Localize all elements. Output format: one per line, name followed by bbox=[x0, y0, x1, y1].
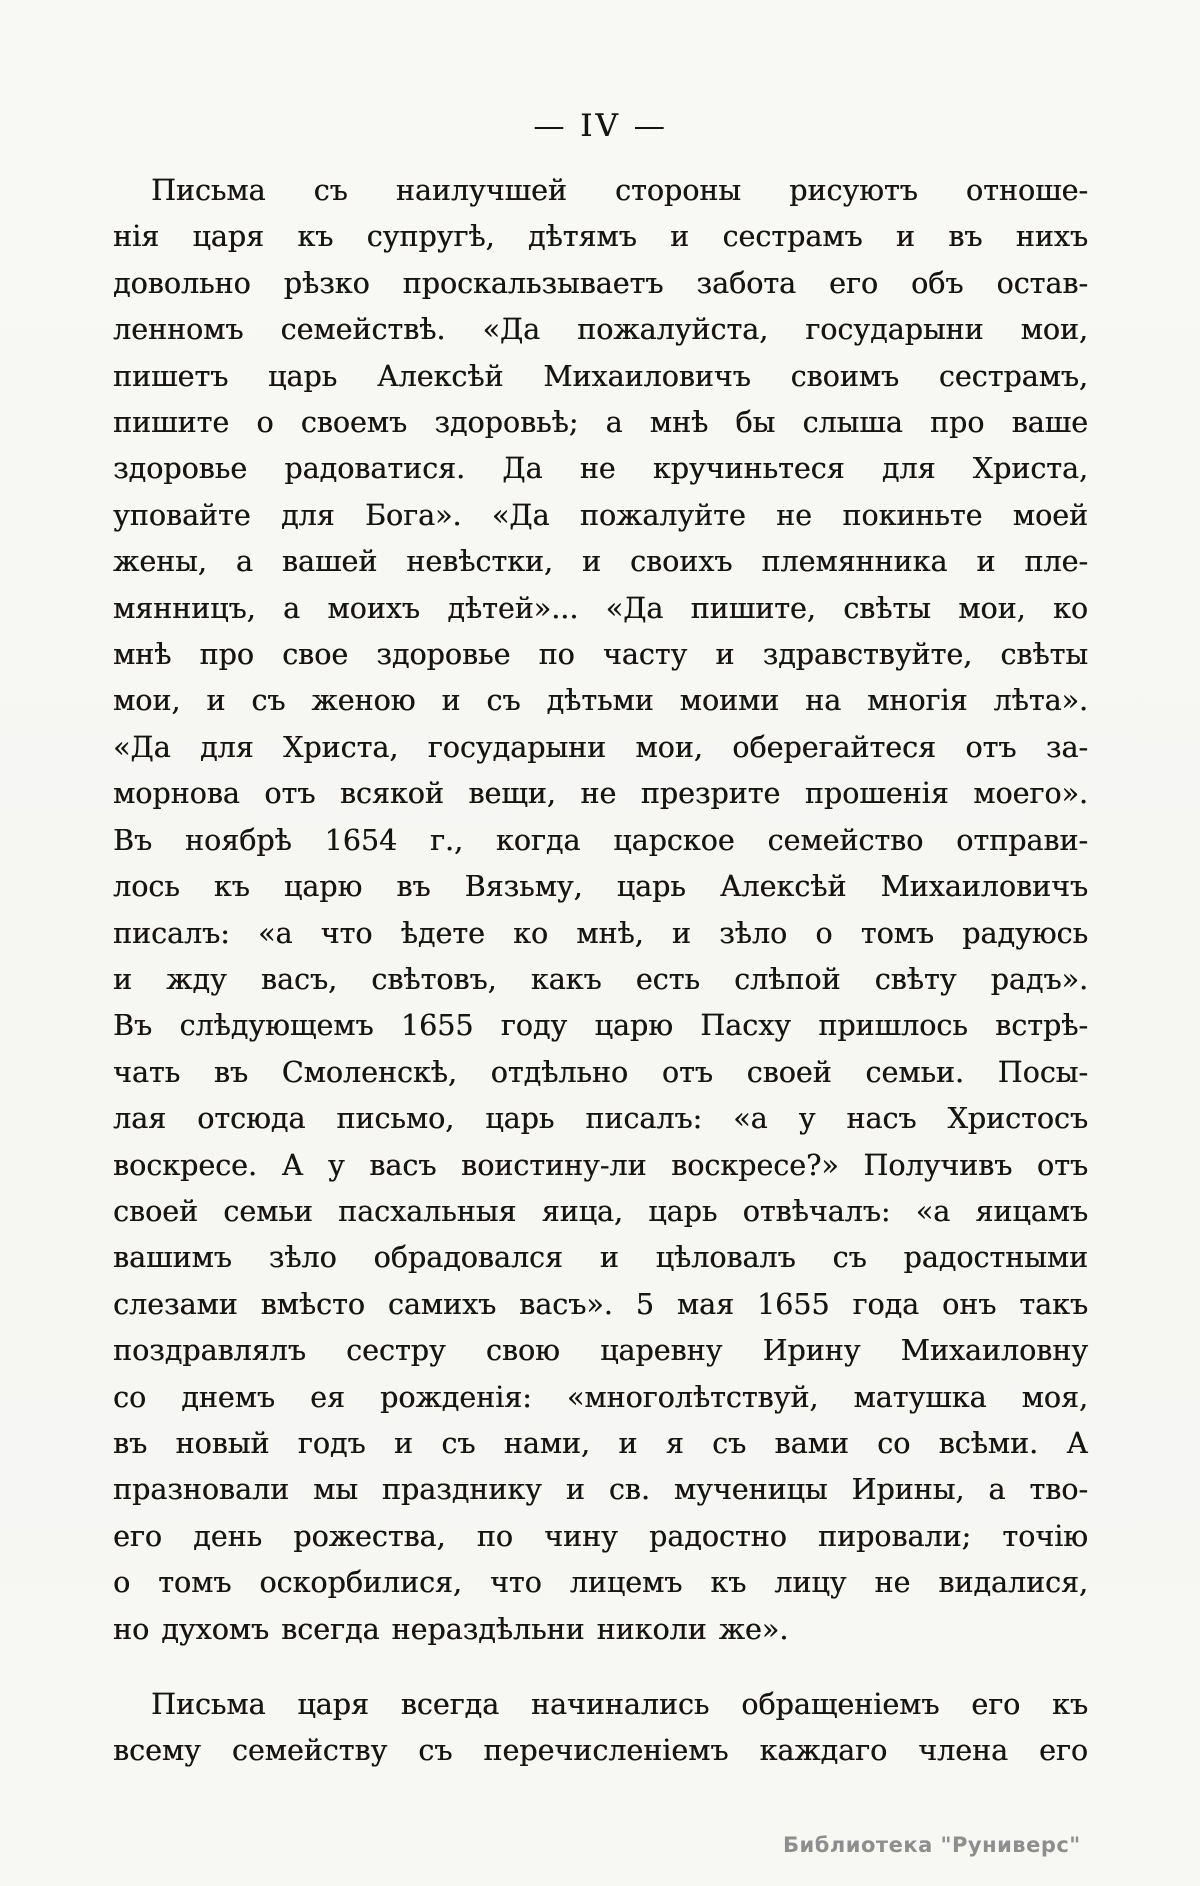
text-line: писалъ: «а что ѣдете ко мнѣ, и зѣло о томъ радуюсь bbox=[113, 916, 1088, 950]
text-line: пишетъ царь Алексѣй Михаиловичъ своимъ сестрамъ, bbox=[113, 359, 1088, 393]
text-line: жены, а вашей невѣстки, и своихъ племянника и пле- bbox=[113, 545, 1088, 579]
text-line: уповайте для Бога». «Да пожалуйте не покиньте моей bbox=[113, 498, 1088, 532]
text-line: вашимъ зѣло обрадовался и цѣловалъ съ радостными bbox=[113, 1241, 1088, 1275]
text-line: довольно рѣзко проскальзываетъ забота его объ остав- bbox=[113, 266, 1088, 300]
text-line: нія царя къ супругѣ, дѣтямъ и сестрамъ и въ нихъ bbox=[113, 220, 1088, 254]
text-line: его день рожества, по чину радостно пировали; точію bbox=[113, 1519, 1088, 1553]
text-line: лось къ царю въ Вязьму, царь Алексѣй Михаиловичъ bbox=[113, 870, 1088, 904]
text-line: но духомъ всегда нераздѣльни николи же». bbox=[113, 1612, 789, 1646]
text-line: морнова отъ всякой вещи, не презрите прошенія моего». bbox=[113, 777, 1088, 811]
text-line: всему семейству съ перечисленіемъ каждаго члена его bbox=[113, 1734, 1088, 1768]
text-line: Письма съ наилучшей стороны рисуютъ отноше- bbox=[151, 174, 1088, 207]
text-line: своей семьи пасхальныя яица, царь отвѣчалъ: «а яицамъ bbox=[113, 1194, 1088, 1228]
text-line: Письма царя всегда начинались обращеніемъ его къ bbox=[151, 1688, 1088, 1721]
library-watermark: Библиотека "Руниверс" bbox=[783, 1833, 1081, 1857]
page-number-heading: — IV — bbox=[533, 108, 668, 144]
text-line: со днемъ ея рожденія: «многолѣтствуй, матушка моя, bbox=[113, 1380, 1088, 1414]
text-line: здоровье радоватися. Да не кручиньтеся для Христа, bbox=[113, 452, 1088, 486]
text-line: празновали мы празднику и св. мученицы Ирины, а тво- bbox=[113, 1473, 1088, 1507]
text-line: лая отсюда письмо, царь писалъ: «а у насъ Христосъ bbox=[113, 1102, 1088, 1136]
text-line: Въ ноябрѣ 1654 г., когда царское семейство отправи- bbox=[113, 823, 1088, 857]
text-line: мнѣ про свое здоровье по часту и здравствуйте, свѣты bbox=[113, 638, 1088, 672]
text-line: чать въ Смоленскѣ, отдѣльно отъ своей семьи. Посы- bbox=[113, 1055, 1088, 1089]
text-line: воскресе. А у васъ воистину-ли воскресе?» Получивъ отъ bbox=[113, 1148, 1088, 1182]
text-line: о томъ оскорбилися, что лицемъ къ лицу не видалися, bbox=[113, 1566, 1088, 1600]
text-block bbox=[113, 108, 1088, 1775]
text-line: ленномъ семействѣ. «Да пожалуйста, государыни мои, bbox=[113, 313, 1088, 347]
text-line: мянницъ, а моихъ дѣтей»... «Да пишите, свѣты мои, ко bbox=[113, 591, 1088, 625]
text-line: пишите о своемъ здоровьѣ; а мнѣ бы слыша про ваше bbox=[113, 406, 1088, 440]
text-line: Въ слѣдующемъ 1655 году царю Пасху пришлось встрѣ- bbox=[113, 1009, 1088, 1043]
text-line: поздравлялъ сестру свою царевну Ирину Михаиловну bbox=[113, 1334, 1088, 1368]
text-line: и жду васъ, свѣтовъ, какъ есть слѣпой свѣту радъ». bbox=[113, 962, 1088, 996]
text-line: слезами вмѣсто самихъ васъ». 5 мая 1655 года онъ такъ bbox=[113, 1287, 1088, 1321]
text-line: мои, и съ женою и съ дѣтьми моими на многія лѣта». bbox=[113, 684, 1088, 718]
paragraph-1 bbox=[113, 168, 1088, 1653]
text-line: «Да для Христа, государыни мои, оберегайтеся отъ за- bbox=[113, 730, 1088, 764]
text-line: въ новый годъ и съ нами, и я съ вами со всѣми. А bbox=[113, 1426, 1088, 1460]
paragraph-2 bbox=[113, 1682, 1088, 1775]
